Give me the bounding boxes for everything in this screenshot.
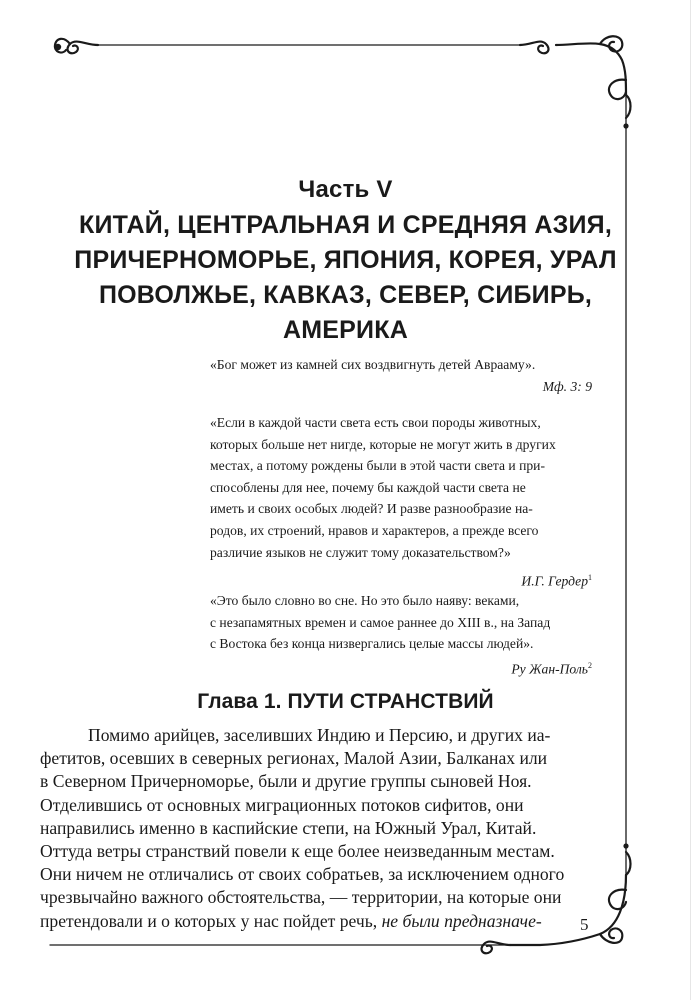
body-line-italic: не были предназначе- <box>381 910 542 931</box>
body-line: Они ничем не отличались от своих собратьев, за исключением одного <box>40 864 565 885</box>
epigraph-line: «Это было словно во сне. Но это было наяву: веками, <box>210 593 520 608</box>
body-line: Оттуда ветры странствий повели к еще более неизведанным местам. <box>40 841 555 862</box>
body-line: направились именно в каспийские степи, на Южный Урал, Китай. <box>40 817 537 838</box>
epigraph-line: с незапамятных времен и самое раннее до XIII в., на Запад <box>210 614 551 630</box>
epigraph-author-name: Мф. 3: 9 <box>542 378 592 394</box>
epigraph-3 <box>210 590 592 680</box>
epigraph-1 <box>210 354 592 397</box>
body-paragraph <box>40 724 595 933</box>
epigraph-author <box>210 655 592 680</box>
body-line-last <box>40 910 595 933</box>
epigraph-line: которых больше нет нигде, которые не могут жить в других <box>210 436 556 452</box>
part-heading-line: АМЕРИКА <box>283 316 408 344</box>
body-line: чрезвычайно важного обстоятельства, — территории, на которые они <box>40 887 562 908</box>
body-line: Отделившись от основных миграционных потоков сифитов, они <box>40 794 524 815</box>
epigraph-author-name: Ру Жан-Поль <box>511 661 588 677</box>
epigraph-author-name: И.Г. Гердер <box>521 573 588 589</box>
epigraph-line: родов, их строений, нравов и характеров, а прежде всего <box>210 522 539 538</box>
chapter-title: Глава 1. ПУТИ СТРАНСТВИЙ <box>197 690 494 713</box>
part-heading-line: ПОВОЛЖЬЕ, КАВКАЗ, СЕВЕР, СИБИРЬ, <box>98 281 593 309</box>
epigraph-line: различие языков не служит тому доказательством?» <box>210 544 511 560</box>
footnote-marker: 2 <box>588 660 592 670</box>
epigraph-line: способлены для нее, почему бы каждой части света не <box>210 479 526 495</box>
epigraph-line: местах, а потому рождены были в этой части света и при- <box>210 458 545 474</box>
body-line: Помимо арийцев, заселивших Индию и Персию, и других иа- <box>88 725 551 745</box>
epigraph-line: с Востока без конца низвергались целые массы людей». <box>210 636 534 652</box>
epigraph-line: «Если в каждой части света есть свои породы животных, <box>210 415 541 430</box>
body-line: фетитов, осевших в северных регионах, Малой Азии, Балканах или <box>40 748 548 769</box>
epigraph-line: иметь и своих особых людей? И разве разнообразие на- <box>210 501 533 517</box>
part-heading <box>40 208 651 348</box>
part-heading-line: ПРИЧЕРНОМОРЬЕ, ЯПОНИЯ, КОРЕЯ, УРАЛ <box>74 246 617 274</box>
epigraph-author <box>210 567 592 592</box>
part-heading-line: КИТАЙ, ЦЕНТРАЛЬНАЯ И СРЕДНЯЯ АЗИЯ, <box>79 211 612 239</box>
body-line: в Северном Причерноморье, были и другие группы сыновей Ноя. <box>40 771 532 792</box>
epigraph-2 <box>210 412 592 592</box>
page-number: 5 <box>580 915 589 934</box>
epigraph-author <box>210 376 592 398</box>
part-label: Часть V <box>298 176 393 203</box>
body-line-regular: претендовали и о которых у нас пойдет речь, <box>40 910 382 931</box>
footnote-marker: 1 <box>588 573 592 583</box>
epigraph-line: «Бог может из камней сих воздвигнуть детей Аврааму». <box>210 357 536 372</box>
